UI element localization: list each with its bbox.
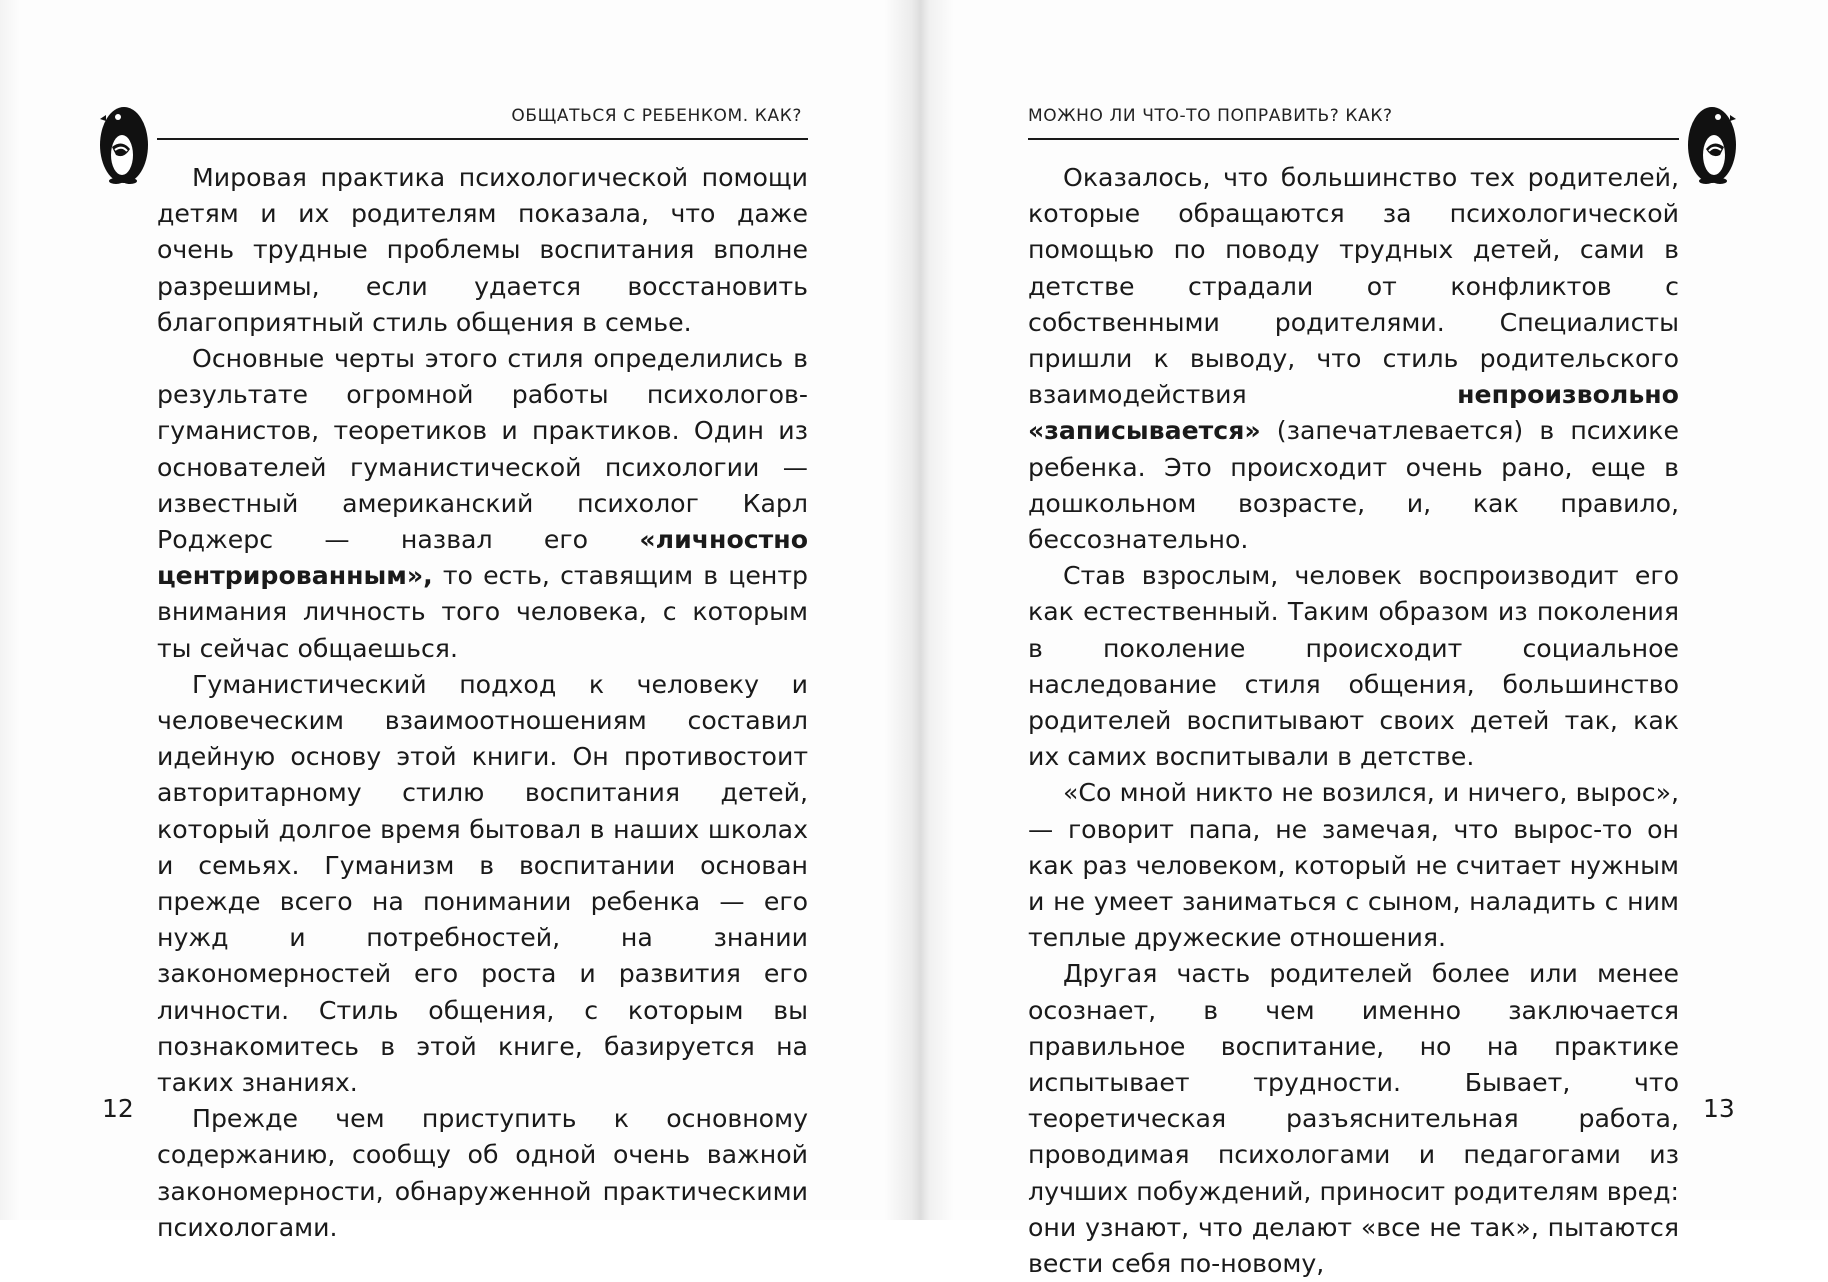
header-rule — [157, 138, 808, 140]
text-run: то есть, ставящим в центр внимания личность того человека, с которым ты сейчас общаешься. — [157, 561, 808, 663]
body-text — [157, 160, 808, 1246]
bold-text: непроизвольно «записывается» — [1028, 380, 1679, 446]
page-edge-shade — [0, 0, 20, 1220]
bold-text: «личностно центрированным», — [157, 525, 808, 591]
text-run: Основные черты этого стиля определились в результате огромной работы психологов-гуманистов, теоретиков и практиков. Один из основателей гуманистической психологии — известный американский психолог Карл Роджерс — назвал его — [157, 344, 808, 555]
running-header: МОЖНО ЛИ ЧТО-ТО ПОПРАВИТЬ? КАК? — [1028, 106, 1393, 126]
book-gutter — [884, 0, 954, 1220]
paragraph: «Со мной никто не возился, и ничего, вырос», — говорит папа, не замечая, что вырос-то он как раз человеком, который не считает нужным и не умеет заниматься с сыном, наладить с ним теплые дружеские отношения. — [1028, 778, 1679, 953]
right-page — [914, 0, 1828, 1279]
text-run: (запечатлевается) в психике ребенка. Это происходит очень рано, еще в дошкольном возрасте, и, как правило, бессознательно. — [1028, 416, 1679, 555]
text-run: Оказалось, что большинство тех родителей, которые обращаются за психологической помощью по поводу трудных детей, сами в детстве страдали от конфликтов с собственными родителями. Специалисты пришли к выводу, что стиль родительского взаимодействия — [1028, 163, 1679, 410]
penguin-icon — [1686, 95, 1738, 185]
page-number: 12 — [102, 1094, 134, 1123]
paragraph: Другая часть родителей более или менее осознает, в чем именно заключается правильное воспитание, но на практике испытывает трудности. Бывает, что теоретическая разъяснительная работа, проводимая психологами и педагогами из лучших побуждений, приносит родителям вред: они узнают, что делают «все не так», пытаются вести себя по-новому, — [1028, 959, 1679, 1279]
paragraph — [157, 341, 808, 667]
paragraph — [1028, 160, 1679, 558]
header-rule — [1028, 138, 1679, 140]
paragraph: Гуманистический подход к человеку и человеческим взаимоотношениям составил идейную основу этой книги. Он противостоит авторитарному стилю воспитания детей, который долгое время бытовал в наших школах и семьях. Гуманизм в воспитании основан прежде всего на понимании ребенка — его нужд и потребностей, на знании закономерностей его роста и развития его личности. Стиль общения, с которым вы познакомитесь в этой книге, базируется на таких знаниях. — [157, 669, 808, 1098]
body-text — [1028, 160, 1679, 1282]
penguin-icon — [98, 95, 150, 185]
paragraph: Став взрослым, человек воспроизводит его как естественный. Таким образом из поколения в поколение происходит социальное наследование стиля общения, большинство родителей воспитывают своих детей так, как их самих воспитывали в детстве. — [1028, 561, 1679, 772]
paragraph: Прежде чем приступить к основному содержанию, сообщу об одной очень важной закономерности, обнаруженной практическими психологами. — [157, 1104, 808, 1242]
running-header: ОБЩАТЬСЯ С РЕБЕНКОМ. КАК? — [511, 106, 802, 126]
page-number: 13 — [1703, 1094, 1735, 1123]
left-page — [0, 0, 914, 1242]
paragraph: Мировая практика психологической помощи детям и их родителям показала, что даже очень трудные проблемы воспитания вполне разрешимы, если удается восстановить благоприятный стиль общения в семье. — [157, 163, 808, 337]
